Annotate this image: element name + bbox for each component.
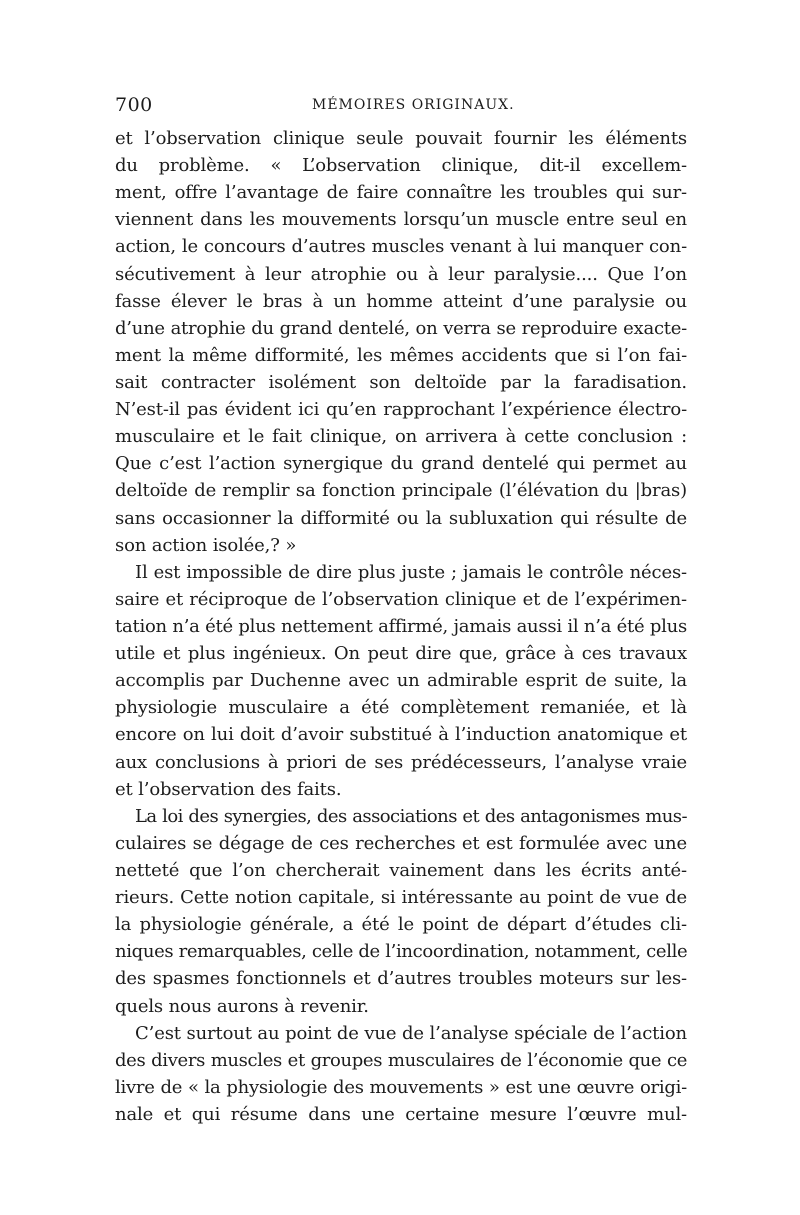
text-line: fasse élever le bras à un homme atteint d’une paralysie ou [115,290,687,312]
paragraph [115,125,687,559]
text-line: Il est impossible de dire plus juste ; jamais le contrôle néces- [135,561,687,583]
text-line: deltoïde de remplir sa fonction principale (l’élévation du |bras) [115,480,687,502]
text-line: action, le concours d’autres muscles venant à lui manquer con- [115,236,687,258]
body-text [115,125,687,1128]
text-line: rieurs. Cette notion capitale, si intéressante au point de vue de [115,887,687,909]
text-line: du problème. « L’observation clinique, dit-il excellem- [115,155,687,177]
text-line: des divers muscles et groupes musculaires de l’économie que ce [115,1049,687,1071]
paragraph [115,559,687,803]
text-line: et l’observation des faits. [115,778,342,800]
text-line: C’est surtout au point de vue de l’analyse spéciale de l’action [135,1022,687,1044]
text-line: physiologie musculaire a été complètement remaniée, et là [115,697,687,719]
paragraph [115,1020,687,1128]
text-line: La loi des synergies, des associations et des antagonismes mus- [135,805,687,827]
text-line: musculaire et le fait clinique, on arrivera à cette conclusion : [115,426,687,448]
text-line: netteté que l’on chercherait vainement dans les écrits anté- [115,859,687,881]
text-line: aux conclusions à priori de ses prédécesseurs, l’analyse vraie [115,751,687,773]
text-line: N’est-il pas évident ici qu’en rapprochant l’expérience électro- [115,399,687,421]
text-line: la physiologie générale, a été le point de départ d’études cli- [115,914,687,936]
text-line: d’une atrophie du grand dentelé, on verra se reproduire exacte- [115,317,687,339]
text-line: sans occasionner la difformité ou la subluxation qui résulte de [115,507,687,529]
text-line: ment la même difformité, les mêmes accidents que si l’on fai- [115,344,687,366]
text-line: tation n’a été plus nettement affirmé, jamais aussi il n’a été plus [115,615,687,637]
running-title: MÉMOIRES ORIGINAUX. [312,97,515,113]
text-line: des spasmes fonctionnels et d’autres troubles moteurs sur les- [115,968,687,990]
text-line: sécutivement à leur atrophie ou à leur paralysie.... Que l’on [115,263,687,285]
text-line: Que c’est l’action synergique du grand dentelé qui permet au [115,453,687,475]
text-line: son action isolée,? » [115,534,297,556]
text-line: ment, offre l’avantage de faire connaître les troubles qui sur- [115,182,687,204]
text-line: utile et plus ingénieux. On peut dire que, grâce à ces travaux [115,643,687,665]
text-line: niques remarquables, celle de l’incoordination, notamment, celle [115,941,687,963]
text-line: encore on lui doit d’avoir substitué à l’induction anatomique et [115,724,687,746]
text-line: nale et qui résume dans une certaine mesure l’œuvre mul- [115,1103,687,1125]
page-number: 700 [115,94,153,116]
text-line: quels nous aurons à revenir. [115,995,369,1017]
text-line: saire et réciproque de l’observation clinique et de l’expérimen- [115,588,687,610]
page-header [115,94,687,124]
text-line: et l’observation clinique seule pouvait fournir les éléments [115,128,687,149]
text-line: sait contracter isolément son deltoïde par la faradisation. [115,371,687,393]
paragraph [115,803,687,1020]
text-line: culaires se dégage de ces recherches et est formulée avec une [115,832,687,854]
text-line: livre de « la physiologie des mouvements » est une œuvre origi- [115,1076,687,1098]
text-line: accomplis par Duchenne avec un admirable esprit de suite, la [115,670,687,692]
text-line: viennent dans les mouvements lorsqu’un muscle entre seul en [115,209,687,231]
